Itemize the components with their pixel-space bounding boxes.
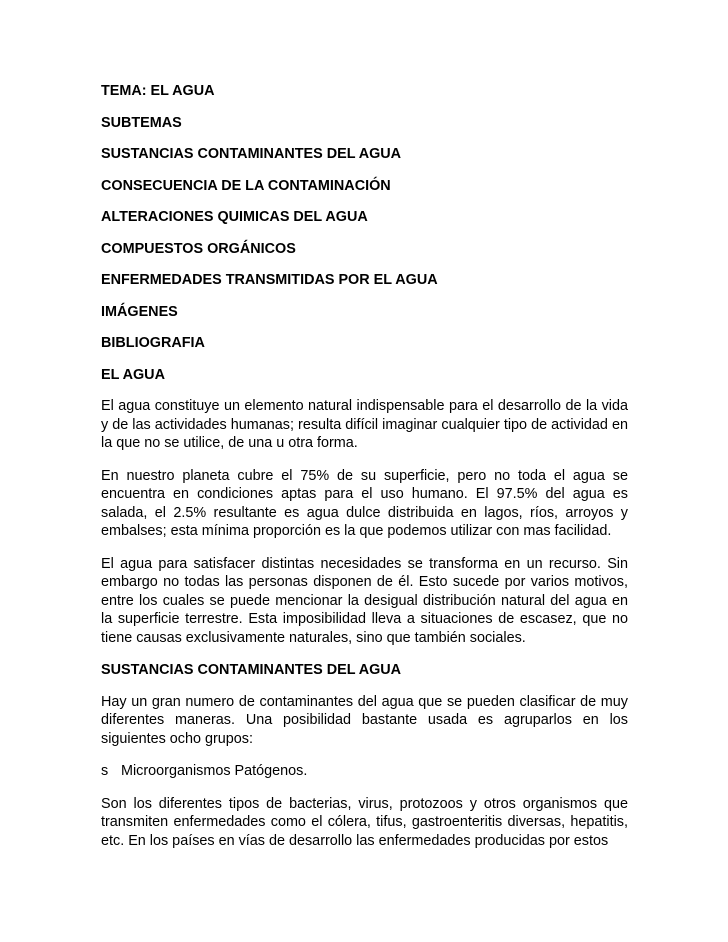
bullet-marker: s <box>101 763 109 779</box>
paragraph: En nuestro planeta cubre el 75% de su superficie, pero no toda el agua se encuentra en condiciones aptas para el uso humano. El 97.5% del agua es salada, el 2.5% resultante es agua dulce distribuida en lagos, ríos, arroyos y embalses; esta mínima proporción es la que podemos utilizar con mas facilidad. <box>101 467 628 539</box>
subtopic-item: CONSECUENCIA DE LA CONTAMINACIÓN <box>101 177 391 194</box>
bullet-item <box>101 762 628 781</box>
document-page <box>101 82 628 864</box>
subtopic-item: SUSTANCIAS CONTAMINANTES DEL AGUA <box>101 146 402 162</box>
bullet-label: Microorganismos Patógenos. <box>121 763 308 779</box>
subtopics-heading: SUBTEMAS <box>101 114 182 131</box>
subtopic-item: IMÁGENES <box>101 303 178 320</box>
paragraph: Hay un gran numero de contaminantes del agua que se pueden clasificar de muy diferentes maneras. Una posibilidad bastante usada es agruparlos en los siguientes ocho grupos: <box>101 693 628 747</box>
subtopic-item: ALTERACIONES QUIMICAS DEL AGUA <box>101 209 368 225</box>
subtopic-item: ENFERMEDADES TRANSMITIDAS POR EL AGUA <box>101 272 438 288</box>
subtopic-item: BIBLIOGRAFIA <box>101 335 205 351</box>
paragraph: El agua para satisfacer distintas necesidades se transforma en un recurso. Sin embargo no todas las personas disponen de él. Esto sucede por varios motivos, entre los cuales se puede mencionar la desigual distribución natural del agua en la superficie terrestre. Esta imposibilidad lleva a situaciones de escasez, que no tiene causas exclusivamente naturales, sino que también sociales. <box>101 555 628 646</box>
paragraph: Son los diferentes tipos de bacterias, virus, protozoos y otros organismos que transmiten enfermedades como el cólera, tifus, gastroenteritis diversas, hepatitis, etc. En los países en vías de desarrollo las enfermedades producidas por estos <box>101 795 628 849</box>
section-heading-el-agua: EL AGUA <box>101 366 165 383</box>
document-title: TEMA: EL AGUA <box>101 83 215 99</box>
subtopic-item: COMPUESTOS ORGÁNICOS <box>101 240 296 257</box>
paragraph: El agua constituye un elemento natural indispensable para el desarrollo de la vida y de las actividades humanas; resulta difícil imaginar cualquier tipo de actividad en la que no se utilice, de una u otra forma. <box>101 398 628 451</box>
section-heading-contaminantes: SUSTANCIAS CONTAMINANTES DEL AGUA <box>101 662 402 678</box>
